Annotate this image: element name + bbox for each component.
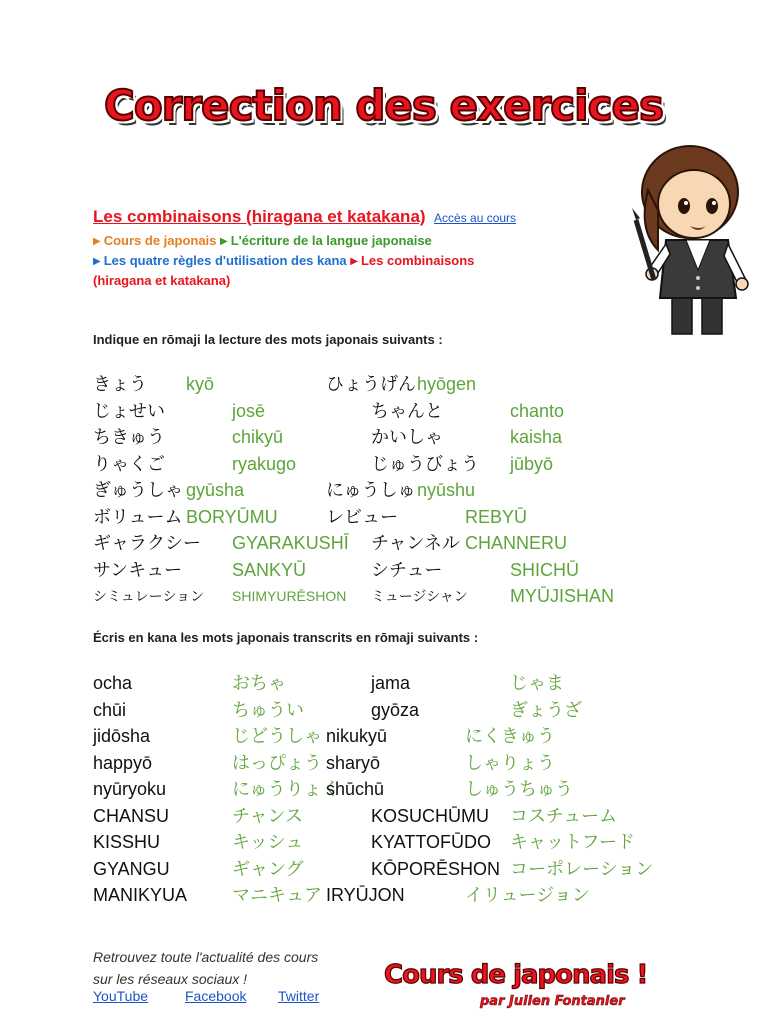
access-course-link[interactable]: Accès au cours [434,211,517,225]
kana-word: シミュレーション [93,588,205,604]
breadcrumb-item-current: ▶ Les combinaisons [350,253,475,268]
exercise2-instruction: Écris en kana les mots japonais transcrits en rōmaji suivants : [93,630,479,645]
facebook-link[interactable]: Facebook [185,988,247,1004]
footer-line-2: sur les réseaux sociaux ! [93,971,248,987]
romaji-answer: REBYŪ [465,506,528,527]
kana-word: ぎゅうしゃ [93,480,183,500]
logo-main-text: Cours de japonais ! [384,960,648,990]
twitter-link[interactable]: Twitter [278,988,320,1004]
breadcrumb-line-3: (hiragana et katakana) [93,273,231,288]
kana-word: ひょうげん [326,374,416,394]
romaji-word: MANIKYUA [93,885,188,905]
kana-answer: おちゃ [232,673,286,693]
romaji-word: CHANSU [93,805,170,826]
romaji-answer: GYARAKUSHĪ [232,533,349,553]
kana-word: じょせい [93,400,165,421]
romaji-answer: josē [232,400,266,421]
kana-word: ちゃんと [371,400,443,421]
kana-word: チャンネル [371,533,460,553]
kana-answer: にゅうりょく [232,779,340,799]
breadcrumb-item[interactable]: ▶ L'écriture de la langue japonaise [220,233,432,248]
arrow-right-icon: ▶ [220,236,228,247]
romaji-answer: CHANNERU [465,533,568,553]
romaji-answer: kaisha [510,427,563,447]
breadcrumb-item[interactable]: ▶ Les quatre règles d'utilisation des kana [93,253,347,268]
romaji-answer: nyūshu [417,480,476,500]
kana-answer: マニキュア [232,885,322,905]
exercise1-instruction: Indique en rōmaji la lecture des mots japonais suivants : [93,332,443,347]
lesson-heading [93,207,516,227]
footer-line-1: Retrouvez toute l'actualité des cours [93,949,319,965]
romaji-word: happyō [93,752,153,773]
logo-sub-text: par Julien Fontanier [480,994,625,1009]
kana-word: にゅうしゅ [326,480,416,500]
kana-word: りゃくご [93,453,165,474]
youtube-link[interactable]: YouTube [93,988,149,1004]
site-logo [380,953,655,1013]
kana-answer: しゃりょう [465,752,555,773]
romaji-answer: hyōgen [417,374,477,394]
romaji-answer: ryakugo [232,453,297,474]
kana-word: きょう [93,374,147,394]
romaji-word: KISSHU [93,832,161,852]
kana-answer: ちゅうい [232,699,304,720]
romaji-answer: SANKYŪ [232,559,307,580]
romaji-answer: SHIMYURĒSHON [232,588,347,604]
kana-word: じゅうびょう [371,453,479,474]
kana-answer: コスチューム [510,805,618,826]
kana-answer: はっぴょう [232,752,322,773]
kana-word: レビュー [326,506,398,527]
romaji-answer: chikyū [232,427,284,447]
romaji-word: ocha [93,673,133,693]
kana-answer: しゅうちゅう [465,779,573,799]
romaji-word: IRYŪJON [326,885,405,905]
romaji-answer: chanto [510,400,565,421]
kana-word: ミュージシャン [371,588,468,604]
romaji-word: jama [371,673,411,693]
kana-answer: コーポレーション [510,858,654,879]
romaji-answer: jūbyō [510,453,554,474]
lesson-title-link[interactable]: Les combinaisons (hiragana et katakana) [93,207,426,226]
romaji-answer: BORYŪMU [186,506,278,527]
kana-answer: にくきゅう [465,726,555,746]
breadcrumb-item[interactable]: ▶ Cours de japonais [93,233,217,248]
romaji-word: gyōza [371,699,420,720]
romaji-word: nyūryoku [93,779,167,799]
kana-answer: キャットフード [510,832,635,852]
footer-text [93,946,318,990]
romaji-word: chūi [93,699,127,720]
romaji-word: jidōsha [93,726,151,746]
kana-answer: イリュージョン [465,885,590,905]
romaji-word: KŌPORĒSHON [371,858,501,879]
romaji-word: GYANGU [93,858,170,879]
breadcrumb-line-1 [93,231,573,253]
arrow-right-icon: ▶ [93,236,101,247]
kana-answer: ギャング [232,858,304,879]
kana-word: シチュー [371,559,443,580]
mascot-illustration [628,130,768,340]
kana-word: ちきゅう [93,427,165,447]
kana-word: サンキュー [93,559,183,580]
breadcrumb-line-2 [93,251,573,273]
romaji-word: shūchū [326,779,385,799]
romaji-word: KOSUCHŪMU [371,805,490,826]
kana-word: かいしゃ [371,427,443,447]
arrow-right-icon: ▶ [93,256,101,267]
romaji-word: sharyō [326,752,381,773]
kana-word: ギャラクシー [93,533,201,553]
kana-answer: チャンス [232,805,303,826]
romaji-answer: gyūsha [186,480,245,500]
kana-answer: じゃま [510,673,564,693]
kana-answer: じどうしゃ [232,726,322,746]
romaji-answer: SHICHŪ [510,559,580,580]
romaji-answer: MYŪJISHAN [510,586,615,606]
romaji-answer: kyō [186,374,215,394]
romaji-word: KYATTOFŪDO [371,832,492,852]
kana-answer: キッシュ [232,832,304,852]
page-title: Correction des exercices [104,81,663,130]
arrow-right-icon: ▶ [350,256,358,267]
kana-answer: ぎょうざ [510,699,582,720]
kana-word: ボリューム [93,506,183,527]
romaji-word: nikukyū [326,726,388,746]
